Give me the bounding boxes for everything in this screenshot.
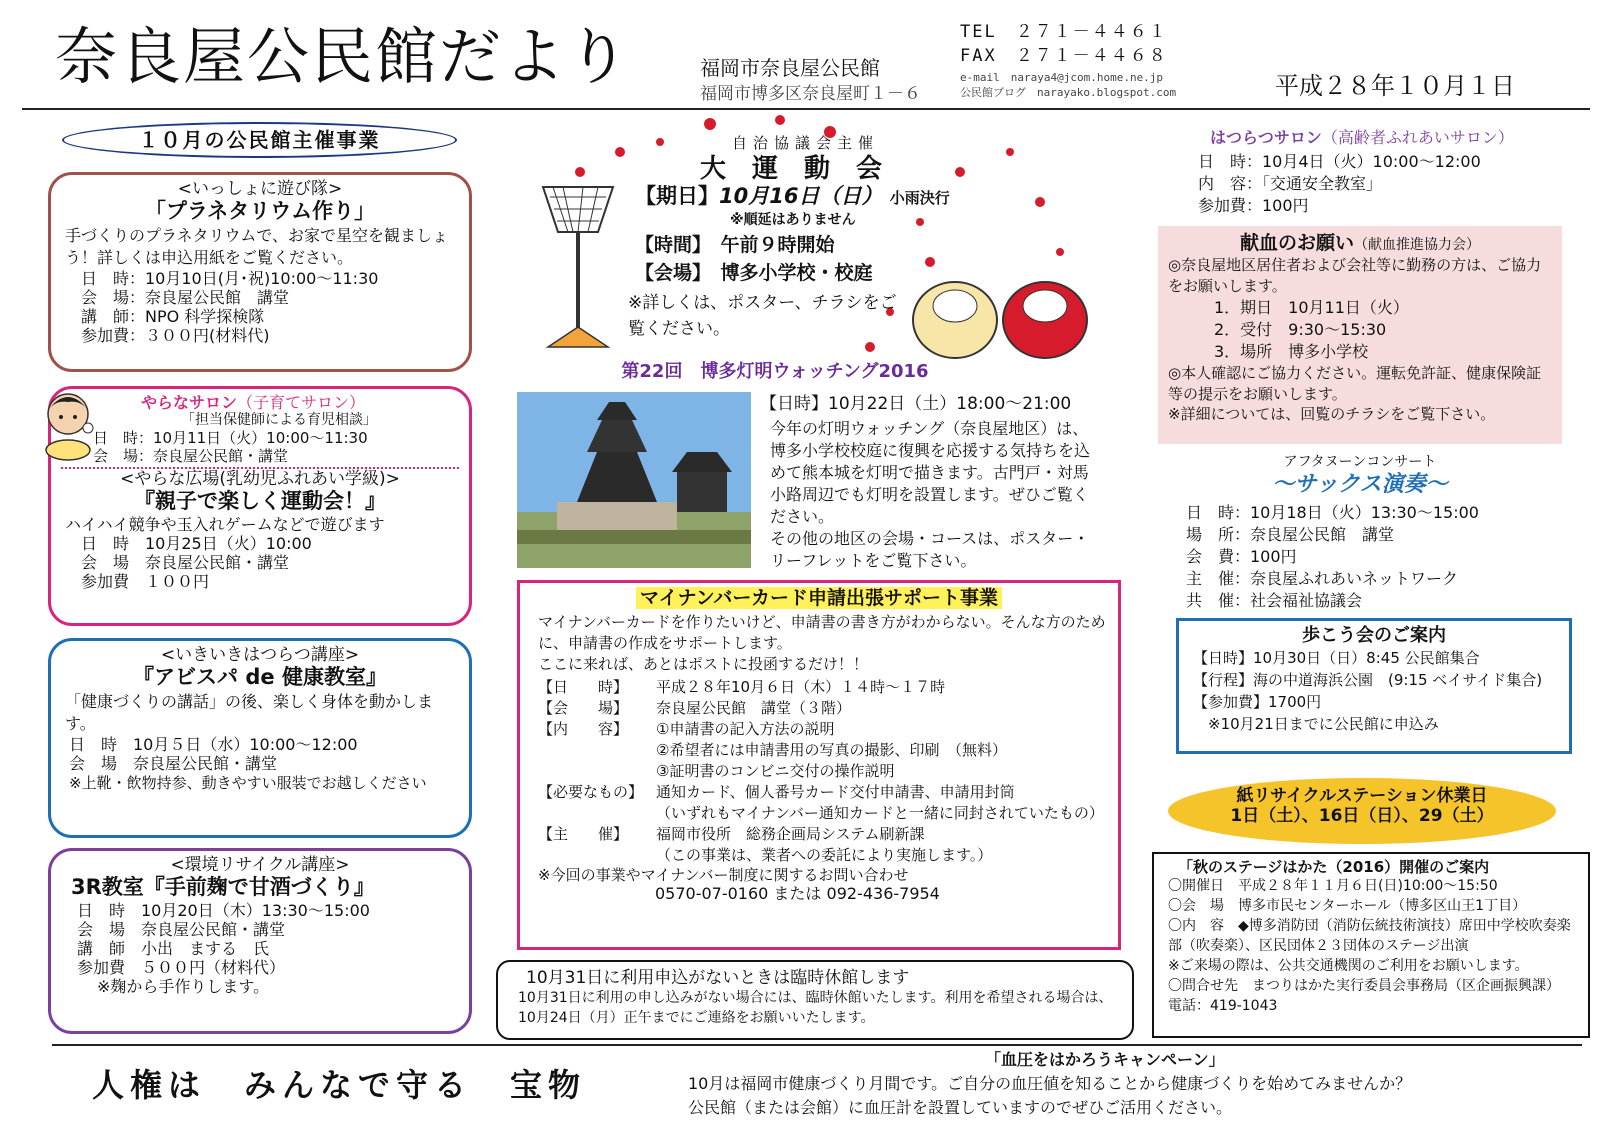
mynumber-row-value: ①申請書の記入方法の説明 ②希望者には申請書用の写真の撮影、印刷 （無料） ③証明書のコンビニ交付の操作説明	[656, 719, 1007, 780]
event-date: 日 時 10月５日（水）10:00～12:00	[69, 734, 358, 754]
sports-place-row	[635, 262, 873, 285]
walk-row: 【参加費】1700円	[1193, 692, 1322, 711]
paper-title: 紙リサイクルステーション休業日	[1236, 786, 1488, 806]
lantern-body: 今年の灯明ウォッチング（奈良屋地区）は、博多小学校校庭に復興を応援する気持ちを込めて熊本城を灯明で描きます。古門戸・対馬小路周辺でも灯明を設置します。ぜひご覧ください。 その他の地区の会場・コースは、ポスター・リーフレットをご覧下さい。	[770, 419, 1091, 570]
blood-item: 1．期日 10月11日（火）	[1214, 297, 1409, 317]
plaza-title: <やらな広場(乳幼児ふれあい学級)>	[120, 468, 400, 489]
sports-place: 博多小学校・校庭	[720, 262, 873, 284]
mynumber-phones: 0570-07-0160 または 092-436-7954	[655, 883, 940, 903]
baby-illustration	[38, 390, 100, 462]
autumn-row: 〇内 容 ◆博多消防団（消防伝統技術演技）席田中学校吹奏楽部（吹奏楽）、区民団体２３団体のステージ出演	[1168, 918, 1571, 954]
concert-details	[1186, 502, 1566, 612]
walk-row: 【行程】海の中道海浜公園 (9:15 ベイサイド集合)	[1193, 670, 1543, 689]
event-title: 『アビスパ de 健康教室』	[133, 665, 387, 690]
campaign-title: 「血圧をはかろうキャンペーン」	[985, 1050, 1225, 1069]
paper-recycle-ellipse	[1168, 778, 1556, 844]
event-description: 「健康づくりの講話」の後、楽しく身体を動かします。	[65, 691, 434, 733]
concert-title: ～サックス演奏～	[1272, 472, 1448, 497]
blood-title: 献血のお願い	[1239, 232, 1354, 254]
walk-box	[1176, 618, 1572, 754]
basket-illustration	[538, 182, 628, 352]
recycle-box	[48, 848, 472, 1034]
mynumber-row-value: 通知カード、個人番号カード交付申請書、申請用封筒 （いずれもマイナンバー通知カードと一緒に同封されていたもの）	[656, 782, 1104, 822]
fax-number: FAX ２７１－４４６８	[960, 46, 1168, 66]
concert-row: 場 所：奈良屋公民館 講堂	[1186, 525, 1395, 544]
blood-item: 2．受付 9:30～15:30	[1214, 319, 1387, 339]
autumn-box	[1152, 852, 1590, 1038]
event-title: 「プラネタリウム作り」	[144, 199, 376, 224]
sports-time-row	[635, 234, 835, 257]
mynumber-contact: ※今回の事業やマイナンバー制度に関するお問い合わせ	[538, 865, 909, 884]
mynumber-row-label: 【主 催】	[538, 824, 629, 843]
human-rights-slogan: 人権は みんなで守る 宝物	[92, 1066, 587, 1104]
hatsuratsu-fee: 参加費：100円	[1198, 196, 1309, 215]
concert-row: 共 催：社会福祉協議会	[1186, 591, 1363, 610]
issue-date: 平成２８年１０月１日	[1275, 72, 1515, 100]
blood-note-detail: ※詳細については、回覧のチラシをご覧下さい。	[1168, 404, 1496, 423]
walk-title: 歩こう会のご案内	[1302, 625, 1446, 646]
event-lecturer: 講 師：NPO 科学探検隊	[81, 306, 265, 326]
series-label: <いきいきはつらつ講座>	[160, 645, 360, 665]
mynumber-row-label: 【会 場】	[538, 698, 629, 717]
mynumber-detail-list	[520, 675, 1118, 866]
hatsuratsu-title-row	[1210, 128, 1514, 147]
section-title: １０月の公民館主催事業	[62, 122, 457, 158]
mynumber-intro: マイナンバーカードを作りたいけど、申請書の書き方がわからない。そんな方のために、申請書の作成をサポートします。 ここに来れば、あとはポストに投函するだけ！！	[538, 612, 1106, 673]
concert-row: 会 費：100円	[1186, 547, 1297, 566]
autumn-details	[1154, 876, 1588, 1016]
salon-date: 日 時：10月11日（火）10:00～11:30	[93, 428, 368, 447]
event-note: ※上靴・飲物持参、動きやすい服装でお越しください	[69, 773, 427, 792]
event-place: 会 場 奈良屋公民館・講堂	[69, 753, 278, 773]
autumn-row: 〇会 場 博多市民センターホール（博多区山王1丁目）	[1168, 898, 1527, 914]
event-fee: 参加費 ５００円（材料代）	[77, 958, 286, 978]
mynumber-row-label: 【内 容】	[538, 719, 629, 738]
blood-box	[1158, 226, 1562, 444]
concert-row: 主 催：奈良屋ふれあいネットワーク	[1186, 569, 1459, 588]
plaza-date: 日 時 10月25日（火）10:00	[81, 533, 312, 553]
masthead-rule	[22, 108, 1590, 110]
walk-details	[1179, 647, 1569, 735]
lantern-title: 第22回 博多灯明ウォッチング2016	[621, 361, 929, 382]
event-date: 日 時 10月20日（木）13:30～15:00	[77, 900, 370, 920]
plaza-fee: 参加費 １００円	[81, 572, 210, 592]
mynumber-row	[538, 782, 1108, 824]
mynumber-row-label: 【必要なもの】	[538, 782, 644, 801]
hatsuratsu-date: 日 時：10月4日（火）10:00～12:00	[1198, 152, 1481, 171]
rain-note: 小雨決行	[889, 189, 950, 207]
campaign-body: 10月は福岡市健康づくり月間です。ご自分の血圧値を知ることから健康づくりを始めてみませんか？ 公民館（または会館）に血圧計を設置していますのでぜひご活用ください。	[688, 1074, 1412, 1117]
mynumber-row	[538, 677, 1108, 698]
email-address: e-mail naraya4@jcom.home.ne.jp	[960, 71, 1164, 84]
sports-host: 自治協議会主催	[732, 134, 880, 152]
sports-title: 大 運 動 会	[700, 154, 883, 184]
mynumber-row-value: 奈良屋公民館 講堂（３階）	[656, 698, 852, 717]
hatsuratsu-subtitle: （高齢者ふれあいサロン）	[1321, 128, 1514, 147]
event-place: 会 場：奈良屋公民館 講堂	[81, 287, 290, 307]
salon-subtitle: （子育てサロン）	[237, 393, 366, 412]
no-postpone-note: ※順延はありません	[730, 212, 856, 228]
ikiiki-box	[48, 638, 472, 838]
yarana-box	[48, 386, 472, 626]
tel-number: TEL ２７１－４４６１	[960, 22, 1168, 42]
blog-address: 公民館ブログ narayako.blogspot.com	[960, 86, 1177, 99]
blood-subtitle: （献血推進協力会）	[1354, 237, 1480, 253]
sports-date-row	[635, 184, 950, 209]
series-label: <環境リサイクル講座>	[170, 855, 350, 875]
sports-date: 10月16日（日）	[719, 184, 883, 208]
blood-item: 3．場所 博多小学校	[1214, 341, 1369, 361]
series-label: <いっしょに遊び隊>	[177, 179, 343, 199]
mynumber-box	[517, 580, 1121, 950]
event-place: 会 場 奈良屋公民館・講堂	[77, 919, 286, 939]
autumn-row: 〇問合せ先 まつりはかた実行委員会事務局（区企画振興課）	[1168, 978, 1560, 994]
autumn-title: 「秋のステージはかた（2016）開催のご案内	[1178, 858, 1490, 876]
mynumber-row-value: 平成２８年10月６日（木）１４時～１７時	[656, 677, 946, 696]
castle-photo	[517, 392, 751, 568]
mynumber-row-value: 福岡市役所 総務企画局システム刷新課 （この事業は、業者への委託により実施します。）	[656, 824, 993, 864]
event-fee: 参加費：３００円(材料代)	[81, 326, 270, 346]
blood-items	[1158, 297, 1562, 363]
closure-body: 10月31日に利用の申し込みがない場合には、臨時休館いたします。利用を希望される場合は、10月24日（月）正午までにご連絡をお願いいたします。	[518, 990, 1113, 1027]
hatsuratsu-title: はつらつサロン	[1210, 128, 1322, 147]
blood-intro: ◎奈良屋地区居住者および会社等に勤務の方は、ご協力をお願いします。	[1168, 255, 1542, 295]
event-date: 日 時：10月10日(月･祝)10:00～11:30	[81, 268, 379, 288]
concert-row: 日 時：10月18日（火）13:30～15:00	[1186, 503, 1479, 522]
event-title: 3R教室『手前麹で甘酒づくり』	[71, 875, 375, 900]
salon-place: 会 場：奈良屋公民館・講堂	[93, 446, 289, 465]
event-note: ※麹から手作りします。	[97, 977, 270, 997]
newsletter-title: 奈良屋公民館だより	[55, 20, 632, 93]
sports-note: ※詳しくは、ポスター、チラシをご覧ください。	[628, 293, 897, 339]
plaza-description: ハイハイ競争や玉入れゲームなどで遊びます	[65, 514, 385, 534]
place-label: 【会場】	[635, 262, 702, 284]
salon-title: やらなサロン	[141, 393, 238, 412]
walk-row: 【日時】10月30日（日）8:45 公民館集合	[1193, 648, 1480, 667]
plaza-event-title: 『親子で楽しく運動会！』	[134, 489, 386, 514]
org-name: 福岡市奈良屋公民館	[700, 56, 880, 80]
date-label: 【期日】	[635, 184, 719, 208]
autumn-row: 〇開催日 平成２８年１１月６日(日)10:00～15:50	[1168, 878, 1498, 894]
autumn-row: 電話：419-1043	[1168, 998, 1278, 1014]
event-description: 手づくりのプラネタリウムで、お家で星空を観ましょう！詳しくは申込用紙をご覧ください。	[65, 225, 449, 267]
footer-rule	[52, 1044, 1582, 1046]
daruma-illustration	[900, 270, 1100, 360]
mynumber-row-label: 【日 時】	[538, 677, 629, 696]
blood-note-id: ◎本人確認にご協力ください。運転免許証、健康保険証等の提示をお願いします。	[1168, 363, 1542, 403]
walk-row: ※10月21日までに公民館に申込み	[1193, 714, 1439, 733]
event-lecturer: 講 師 小出 まする 氏	[77, 938, 270, 958]
paper-days: 1日（土）、16日（日）、29（土）	[1230, 806, 1494, 827]
autumn-row: ※ご来場の際は、公共交通機関のご利用をお願いします。	[1168, 958, 1529, 974]
plaza-place: 会 場 奈良屋公民館・講堂	[81, 552, 290, 572]
mynumber-row	[538, 698, 1108, 719]
closure-title: 10月31日に利用申込がないときは臨時休館します	[526, 968, 910, 988]
planetarium-box	[48, 172, 472, 372]
org-address: 福岡市博多区奈良屋町１－６	[700, 84, 921, 104]
concert-label: アフタヌーンコンサート	[1283, 454, 1437, 470]
lantern-datetime: 【日時】10月22日（土）18:00～21:00	[760, 394, 1072, 414]
closure-box	[496, 960, 1134, 1040]
salon-topic: 「担当保健師による育児相談」	[181, 412, 377, 429]
mynumber-title: マイナンバーカード申請出張サポート事業	[636, 587, 1002, 609]
sports-time: 午前９時開始	[720, 234, 835, 256]
hatsuratsu-content: 内 容：「交通安全教室」	[1198, 174, 1383, 193]
time-label: 【時間】	[635, 234, 702, 256]
mynumber-row	[538, 824, 1108, 866]
mynumber-row	[538, 719, 1108, 782]
